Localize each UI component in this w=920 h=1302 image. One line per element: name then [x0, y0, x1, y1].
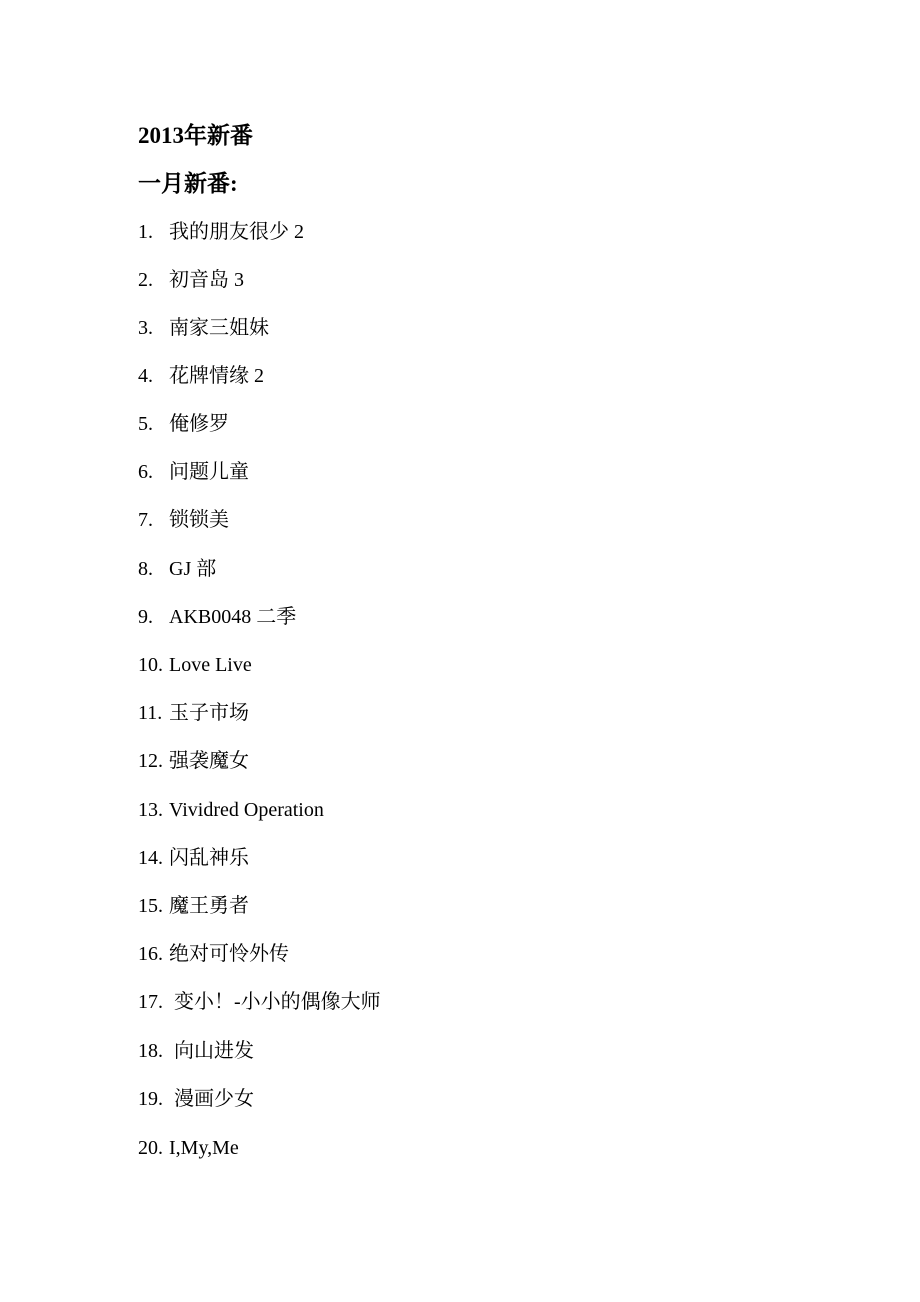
- list-item-number: 16.: [138, 943, 163, 965]
- list-item-text: 闪乱神乐: [169, 847, 249, 869]
- list-item-number: 11.: [138, 702, 163, 724]
- list-item-number: 14.: [138, 847, 163, 869]
- list-item: [138, 795, 324, 825]
- list-item-number: 8.: [138, 558, 153, 580]
- list-item-text: 变小！-小小的偶像大师: [174, 991, 381, 1013]
- list-item: [138, 891, 249, 921]
- list-item: [138, 650, 252, 680]
- list-item: [138, 843, 249, 873]
- list-item-text: 魔王勇者: [169, 895, 249, 917]
- list-item-text: 强袭魔女: [169, 750, 249, 772]
- list-item-text: 俺修罗: [169, 413, 229, 435]
- list-item-text: 初音岛 3: [169, 269, 244, 291]
- list-item-number: 1.: [138, 221, 153, 243]
- list-item: [138, 987, 381, 1017]
- list-item-text: 问题儿童: [169, 461, 249, 483]
- section-title: 一月新番:: [138, 171, 238, 196]
- list-item: [138, 457, 249, 487]
- list-item: [138, 554, 216, 584]
- list-item-text: AKB0048 二季: [169, 606, 297, 628]
- list-item: [138, 1036, 254, 1066]
- list-item-text: 漫画少女: [174, 1088, 254, 1110]
- list-item-number: 3.: [138, 317, 153, 339]
- list-item: [138, 1084, 254, 1114]
- list-item-text: Vividred Operation: [169, 799, 324, 821]
- list-item-number: 9.: [138, 606, 153, 628]
- list-item-number: 19.: [138, 1088, 163, 1110]
- document-title: 2013年新番: [138, 123, 253, 148]
- list-item-text: 我的朋友很少 2: [169, 221, 304, 243]
- list-item: [138, 505, 229, 535]
- list-item-number: 17.: [138, 991, 163, 1013]
- list-item-number: 10.: [138, 654, 163, 676]
- list-item-text: Love Live: [169, 654, 252, 676]
- list-item-number: 15.: [138, 895, 163, 917]
- list-item-text: 花牌情缘 2: [169, 365, 264, 387]
- list-item: [138, 1133, 239, 1163]
- list-item: [138, 361, 264, 391]
- list-item-text: 向山进发: [174, 1040, 254, 1062]
- list-item-number: 13.: [138, 799, 163, 821]
- list-item-text: 南家三姐妹: [169, 317, 269, 339]
- list-item-text: 玉子市场: [169, 702, 249, 724]
- list-item: [138, 313, 269, 343]
- list-item-text: I,My,Me: [169, 1137, 239, 1159]
- list-item-text: 绝对可怜外传: [169, 943, 289, 965]
- list-item: [138, 939, 289, 969]
- list-item-number: 5.: [138, 413, 153, 435]
- list-item-number: 18.: [138, 1040, 163, 1062]
- list-item-number: 4.: [138, 365, 153, 387]
- list-item: [138, 409, 229, 439]
- list-item-text: 锁锁美: [169, 509, 229, 531]
- list-item: [138, 217, 304, 247]
- list-item-number: 20.: [138, 1137, 163, 1159]
- list-item-number: 6.: [138, 461, 153, 483]
- list-item: [138, 698, 249, 728]
- list-item: [138, 265, 244, 295]
- list-item-number: 2.: [138, 269, 153, 291]
- list-item-number: 7.: [138, 509, 153, 531]
- list-item: [138, 746, 249, 776]
- list-item: [138, 602, 296, 632]
- list-item-text: GJ 部: [169, 558, 217, 580]
- list-item-number: 12.: [138, 750, 163, 772]
